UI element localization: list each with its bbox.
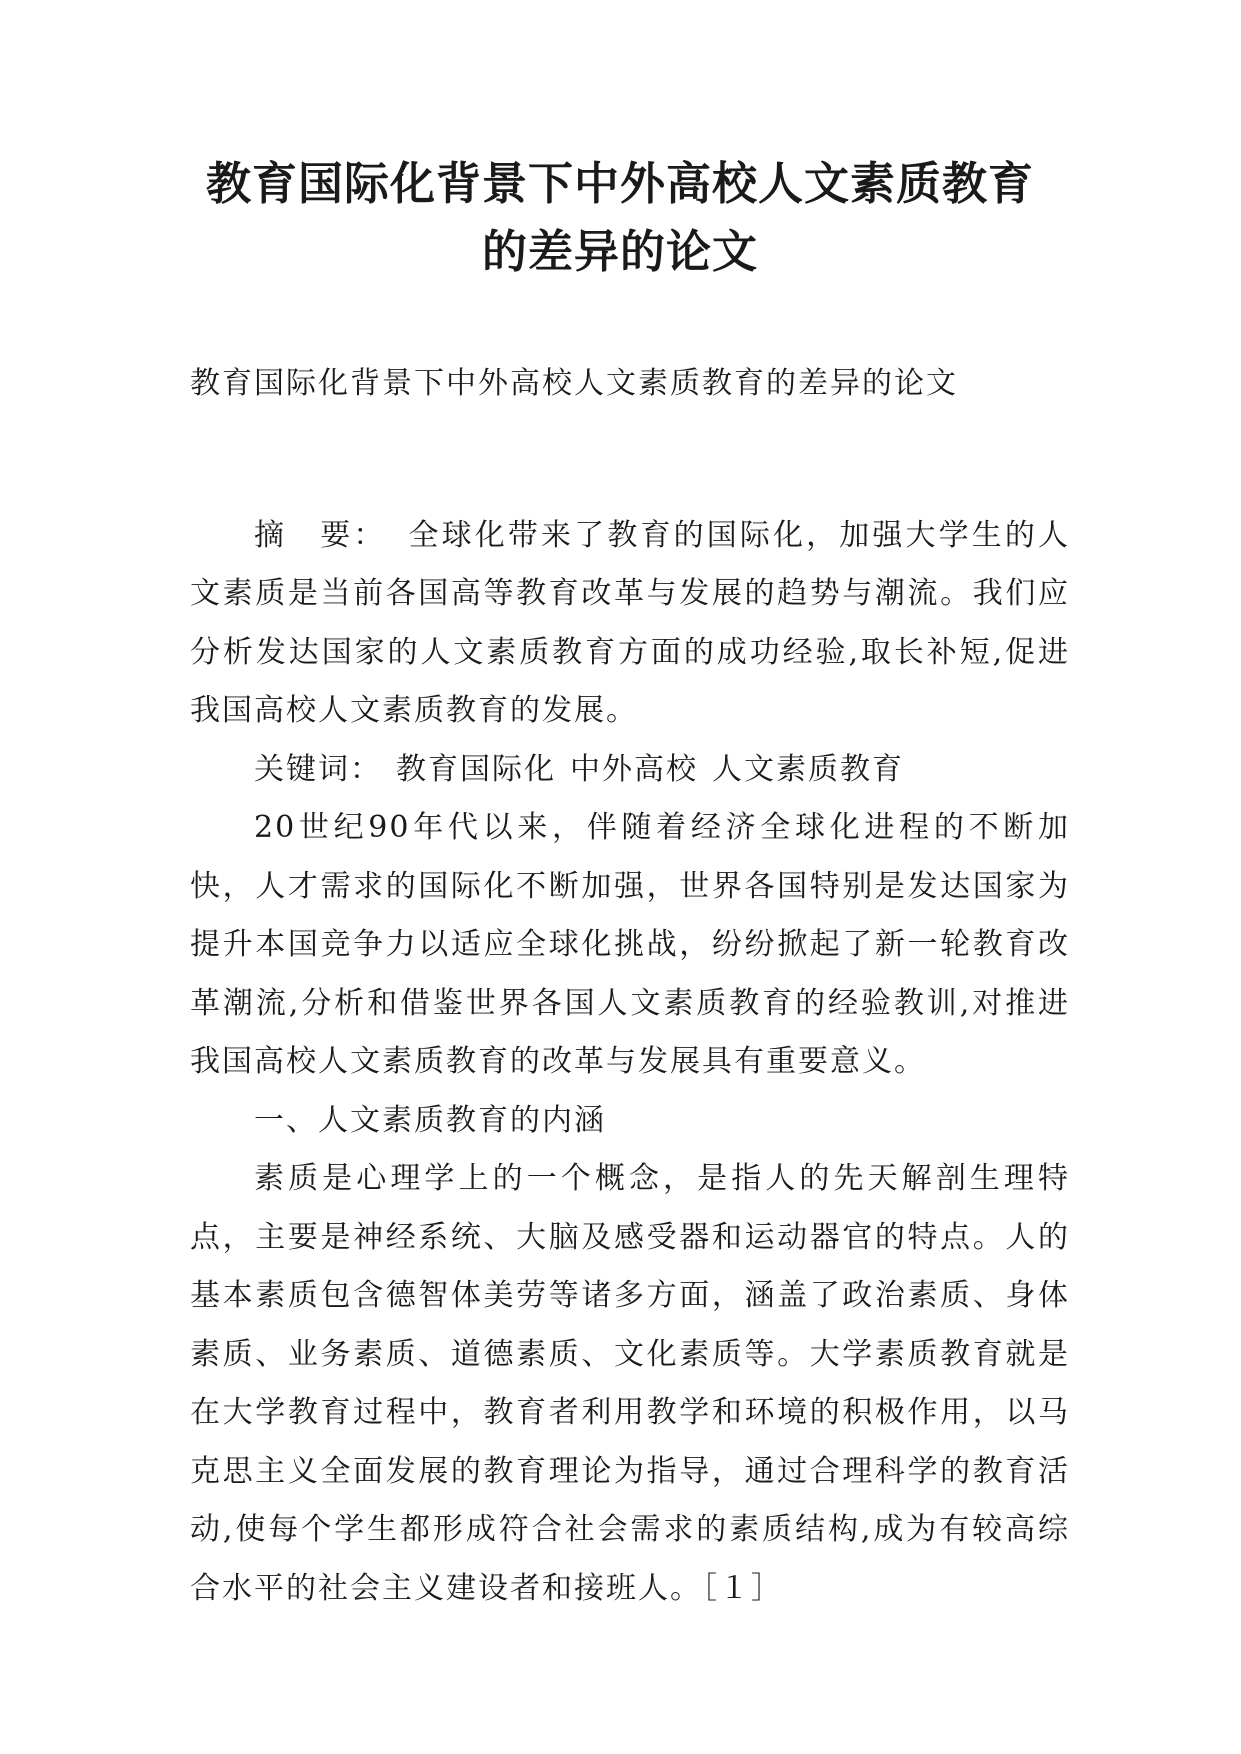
- document-body: [190, 355, 1070, 1618]
- section-paragraph: 素质是心理学上的一个概念，是指人的先天解剖生理特点，主要是神经系统、大脑及感受器和运动器官的特点。人的基本素质包含德智体美劳等诸多方面，涵盖了政治素质、身体素质、业务素质、道德素质、文化素质等。大学素质教育就是在大学教育过程中，教育者利用教学和环境的积极作用，以马克思主义全面发展的教育理论为指导，通过合理科学的教育活动,使每个学生都形成符合社会需求的素质结构,成为有较高综合水平的社会主义建设者和接班人。［１］: [190, 1161, 1070, 1606]
- abstract-text: 全球化带来了教育的国际化，加强大学生的人文素质是当前各国高等教育改革与发展的趋势与潮流。我们应分析发达国家的人文素质教育方面的成功经验,取长补短,促进我国高校人文素质教育的发展。: [190, 517, 1071, 728]
- intro-paragraph: 20世纪90年代以来，伴随着经济全球化进程的不断加快，人才需求的国际化不断加强，世界各国特别是发达国家为提升本国竞争力以适应全球化挑战，纷纷掀起了新一轮教育改革潮流,分析和借鉴世界各国人文素质教育的经验教训,对推进我国高校人文素质教育的改革与发展具有重要意义。: [190, 810, 1070, 1079]
- section-heading: 一、人文素质教育的内涵: [254, 1102, 606, 1138]
- keyword: 中外高校: [570, 751, 698, 787]
- page-title: [150, 150, 1090, 286]
- keywords-label: 关键词：: [254, 751, 382, 787]
- abstract-label: 摘 要：: [254, 517, 387, 553]
- title-line-1: 教育国际化背景下中外高校人文素质教育: [205, 157, 1034, 210]
- title-line-2: 的差异的论文: [481, 225, 758, 278]
- abstract-paragraph: [190, 507, 1070, 741]
- document-subtitle: 教育国际化背景下中外高校人文素质教育的差异的论文: [190, 366, 958, 401]
- keywords-paragraph: [190, 741, 1070, 800]
- keyword: 教育国际化: [396, 751, 556, 787]
- keyword: 人文素质教育: [712, 751, 904, 787]
